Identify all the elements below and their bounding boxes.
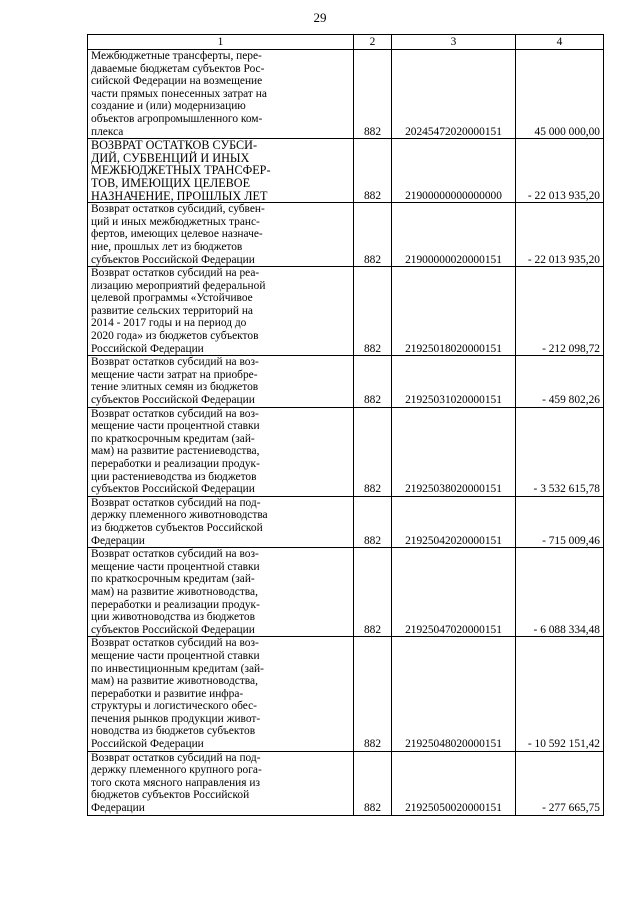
row-name-line: мещение части процентной ставки xyxy=(91,560,260,573)
row-admin-code: 882 xyxy=(354,407,392,496)
row-amount: 45 000 000,00 xyxy=(516,50,604,139)
row-name xyxy=(88,407,354,496)
row-name-line: бюджетов субъектов Российской xyxy=(91,789,250,802)
row-name-line: Федерации xyxy=(91,802,145,815)
table-row xyxy=(88,356,604,407)
row-name-line: МЕЖБЮДЖЕТНЫХ ТРАНСФЕР- xyxy=(91,163,271,178)
row-admin-code: 882 xyxy=(354,548,392,637)
row-budget-code: 21925038020000151 xyxy=(392,407,516,496)
row-admin-code: 882 xyxy=(354,50,392,139)
row-budget-code: 21925031020000151 xyxy=(392,356,516,407)
row-name-line: тение элитных семян из бюджетов xyxy=(91,381,259,394)
table-row xyxy=(88,203,604,267)
row-name-line: Возврат остатков субсидий, субвен- xyxy=(91,203,265,216)
row-name-line: держку племенного крупного рога- xyxy=(91,764,262,777)
row-name-line: переработки и реализации продук- xyxy=(91,598,260,611)
row-name xyxy=(88,267,354,356)
row-admin-code: 882 xyxy=(354,751,392,815)
row-name-line: ций и иных межбюджетных транс- xyxy=(91,215,260,228)
row-name-line: развитие сельских территорий на xyxy=(91,304,253,317)
row-budget-code: 21925042020000151 xyxy=(392,496,516,547)
row-name-line: Федерации xyxy=(91,534,145,547)
row-name-line: целевой программы «Устойчивое xyxy=(91,292,253,305)
row-name-line: ТОВ, ИМЕЮЩИХ ЦЕЛЕВОЕ xyxy=(91,175,251,190)
row-name-line: по краткосрочным кредитам (зай- xyxy=(91,432,255,445)
row-admin-code: 882 xyxy=(354,496,392,547)
row-budget-code: 21925048020000151 xyxy=(392,637,516,751)
row-amount: - 10 592 151,42 xyxy=(516,637,604,751)
row-name-line: того скота мясного направления из xyxy=(91,776,260,789)
row-name-line: Возврат остатков субсидий на воз- xyxy=(91,356,259,369)
row-amount: - 459 802,26 xyxy=(516,356,604,407)
table-row xyxy=(88,267,604,356)
row-budget-code: 21900000020000151 xyxy=(392,203,516,267)
row-budget-code: 21900000000000000 xyxy=(392,139,516,203)
row-name xyxy=(88,139,354,203)
row-name-line: НАЗНАЧЕНИЕ, ПРОШЛЫХ ЛЕТ xyxy=(91,188,268,203)
row-budget-code: 20245472020000151 xyxy=(392,50,516,139)
row-name-line: Возврат остатков субсидий на воз- xyxy=(91,407,259,420)
row-admin-code: 882 xyxy=(354,637,392,751)
row-name-line: создание и (или) модернизацию xyxy=(91,100,246,113)
row-amount: - 3 532 615,78 xyxy=(516,407,604,496)
row-name-line: переработки и развитие инфра- xyxy=(91,687,244,700)
row-name-line: по краткосрочным кредитам (зай- xyxy=(91,573,255,586)
row-name-line: печения рынков продукции живот- xyxy=(91,712,261,725)
row-name-line: мещение части процентной ставки xyxy=(91,649,260,662)
row-name-line: Возврат остатков субсидий на реа- xyxy=(91,267,260,280)
row-name-line: сийской Федерации на возмещение xyxy=(91,75,263,88)
row-name-line: из бюджетов субъектов Российской xyxy=(91,521,263,534)
row-name-line: ции растениеводства из бюджетов xyxy=(91,470,257,483)
row-amount: - 715 009,46 xyxy=(516,496,604,547)
row-name-line: Российской Федерации xyxy=(91,738,204,751)
row-name-line: 2020 года» из бюджетов субъектов xyxy=(91,330,259,343)
row-name-line: мам) на развитие животноводства, xyxy=(91,675,258,688)
row-name-line: даваемые бюджетам субъектов Рос- xyxy=(91,62,265,75)
row-name-line: держку племенного животноводства xyxy=(91,509,268,522)
table-row xyxy=(88,496,604,547)
row-admin-code: 882 xyxy=(354,267,392,356)
row-name-line: ДИЙ, СУБВЕНЦИЙ И ИНЫХ xyxy=(91,150,250,165)
row-name-line: переработки и реализации продук- xyxy=(91,458,260,470)
row-name-line: Возврат остатков субсидий на воз- xyxy=(91,637,259,650)
row-name-line: плекса xyxy=(91,125,124,138)
row-admin-code: 882 xyxy=(354,356,392,407)
row-name-line: по инвестиционным кредитам (зай- xyxy=(91,662,264,675)
row-name xyxy=(88,637,354,751)
header-row xyxy=(88,35,604,50)
row-name-line: Возврат остатков субсидий на под- xyxy=(91,496,261,509)
row-name-line: мещение части затрат на приобре- xyxy=(91,368,258,381)
row-name-line: субъектов Российской Федерации xyxy=(91,253,255,266)
row-name-line: мам) на развитие растениеводства, xyxy=(91,445,260,458)
table-row xyxy=(88,139,604,203)
row-name xyxy=(88,203,354,267)
row-admin-code: 882 xyxy=(354,139,392,203)
row-name-line: субъектов Российской Федерации xyxy=(91,623,255,636)
row-amount: - 6 088 334,48 xyxy=(516,548,604,637)
table-row xyxy=(88,50,604,139)
row-name-line: мам) на развитие животноводства, xyxy=(91,585,258,598)
table-row xyxy=(88,637,604,751)
row-name-line: новодства из бюджетов субъектов xyxy=(91,725,256,738)
row-name-line: ции животноводства из бюджетов xyxy=(91,611,255,624)
row-name xyxy=(88,50,354,139)
row-name-line: ние, прошлых лет из бюджетов xyxy=(91,240,243,253)
row-budget-code: 21925050020000151 xyxy=(392,751,516,815)
row-name xyxy=(88,548,354,637)
row-name-line: фертов, имеющих целевое назначе- xyxy=(91,228,263,241)
column-header-2: 2 xyxy=(354,35,392,50)
row-amount: - 22 013 935,20 xyxy=(516,139,604,203)
row-budget-code: 21925047020000151 xyxy=(392,548,516,637)
row-name-line: Межбюджетные трансферты, пере- xyxy=(91,50,262,62)
row-name-line: Возврат остатков субсидий на воз- xyxy=(91,548,259,561)
row-name-line: 2014 - 2017 годы и на период до xyxy=(91,317,247,330)
row-budget-code: 21925018020000151 xyxy=(392,267,516,356)
row-name-line: мещение части процентной ставки xyxy=(91,420,260,433)
table-row xyxy=(88,407,604,496)
row-name-line: Российской Федерации xyxy=(91,342,204,355)
table-row xyxy=(88,548,604,637)
row-name-line: объектов агропромышленного ком- xyxy=(91,112,263,125)
row-name xyxy=(88,751,354,815)
row-name-line: субъектов Российской Федерации xyxy=(91,483,255,496)
row-name-line: субъектов Российской Федерации xyxy=(91,394,255,407)
row-amount: - 22 013 935,20 xyxy=(516,203,604,267)
row-name xyxy=(88,496,354,547)
row-name-line: части прямых понесенных затрат на xyxy=(91,87,267,100)
budget-table xyxy=(87,34,604,816)
row-amount: - 277 665,75 xyxy=(516,751,604,815)
row-name-line: ВОЗВРАТ ОСТАТКОВ СУБСИ- xyxy=(91,138,257,153)
column-header-3: 3 xyxy=(392,35,516,50)
row-name-line: лизацию мероприятий федеральной xyxy=(91,279,266,292)
column-header-4: 4 xyxy=(516,35,604,50)
row-admin-code: 882 xyxy=(354,203,392,267)
row-amount: - 212 098,72 xyxy=(516,267,604,356)
column-header-1: 1 xyxy=(88,35,354,50)
row-name-line: Возврат остатков субсидий на под- xyxy=(91,751,261,764)
row-name-line: структуры и логистического обес- xyxy=(91,700,257,713)
row-name xyxy=(88,356,354,407)
page-number: 29 xyxy=(313,10,327,25)
table-row xyxy=(88,751,604,815)
